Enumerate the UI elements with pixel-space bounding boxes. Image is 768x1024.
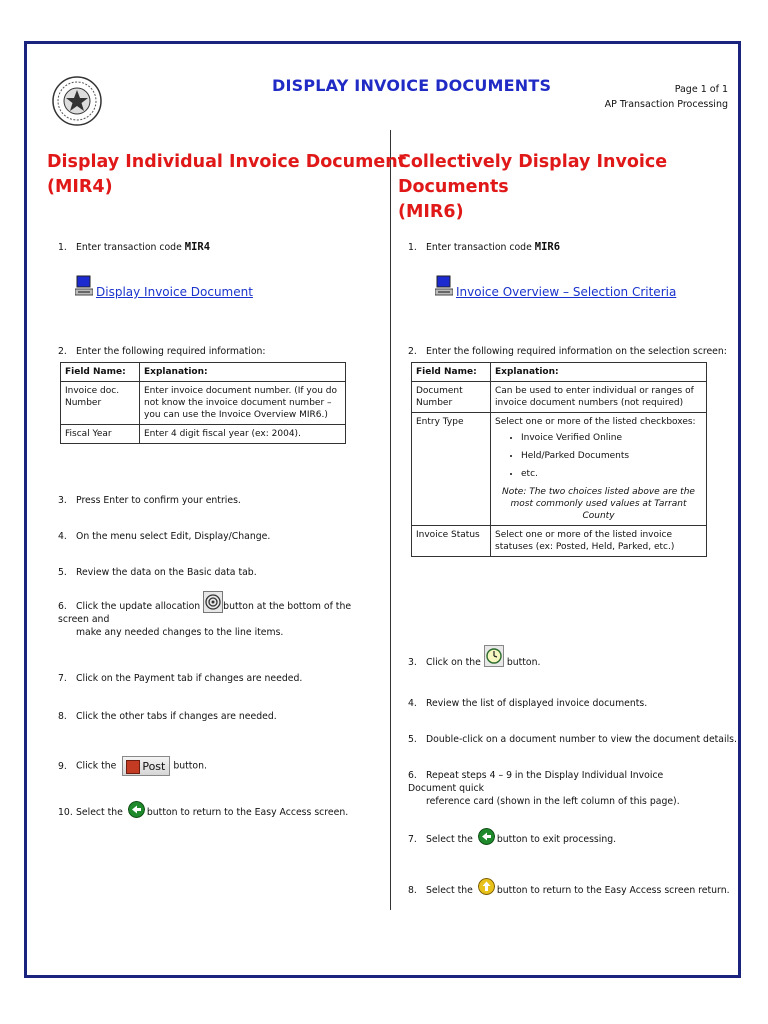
right-heading <box>398 150 768 225</box>
left-step-4-text: On the menu select Edit, Display/Change. <box>76 531 271 542</box>
back-arrow-icon <box>128 801 145 818</box>
left-step-10-text-b: button to return to the Easy Access screen. <box>146 807 349 818</box>
table-cell: Entry Type <box>412 413 491 526</box>
left-step-8: 8. Click the other tabs if changes are needed. <box>58 711 277 722</box>
table-cell: Can be used to enter individual or ranges of invoice document numbers (not required) <box>491 382 707 413</box>
right-step-1-text: Enter transaction code <box>426 242 535 253</box>
left-heading <box>47 150 406 200</box>
table-row <box>412 382 707 413</box>
table-cell: Document Number <box>412 382 491 413</box>
table-cell: Enter invoice document number. (If you do not know the invoice document number – you can use the Invoice Overview MIR6.) <box>140 382 346 425</box>
entry-type-note: Note: The two choices listed above are the most commonly used values at Tarrant County <box>502 487 695 521</box>
table-cell <box>491 413 707 526</box>
list-item: • etc. <box>521 468 702 480</box>
page-title: DISPLAY INVOICE DOCUMENTS <box>272 76 552 95</box>
right-step-1: 1. Enter transaction code MIR6 <box>408 241 561 253</box>
county-seal-icon <box>52 76 102 126</box>
right-step-8-text-b: button to return to the Easy Access screen return. <box>496 885 730 896</box>
list-item: • Held/Parked Documents <box>521 450 702 462</box>
left-step-4: 4. On the menu select Edit, Display/Change. <box>58 531 271 542</box>
computer-icon <box>75 275 93 297</box>
right-step-7: 7. Select the button to exit processing. <box>408 833 616 846</box>
back-arrow-icon <box>478 828 495 845</box>
right-step-6-text-b: reference card (shown in the left column of this page). <box>426 796 680 807</box>
post-button-label: Post <box>142 760 166 773</box>
right-step-6-text-a: Repeat steps 4 – 9 in the Display Individual Invoice Document quick <box>408 770 664 794</box>
right-step-1-code: MIR6 <box>534 241 561 253</box>
left-step-9: 9. Click the Post button. <box>58 756 207 776</box>
right-step-2: 2. Enter the following required information on the selection screen: <box>408 346 727 357</box>
left-heading-line1: Display Individual Invoice Document <box>47 152 407 172</box>
table-cell: Fiscal Year <box>61 425 140 444</box>
right-step-3-text-b: button. <box>506 657 541 668</box>
table-header: Explanation: <box>140 363 346 382</box>
right-step-5-text: Double-click on a document number to view the document details. <box>426 734 737 745</box>
display-invoice-document-link[interactable]: Display Invoice Document <box>96 285 253 299</box>
left-step-2: 2. Enter the following required information: <box>58 346 266 357</box>
right-step-2-text: Enter the following required information on the selection screen: <box>426 346 727 357</box>
table-cell: Invoice doc. Number <box>61 382 140 425</box>
entry-type-list <box>495 432 702 480</box>
right-step-4-text: Review the list of displayed invoice documents. <box>426 698 648 709</box>
table-cell: Select one or more of the listed invoice statuses (ex: Posted, Held, Parked, etc.) <box>491 526 707 557</box>
left-heading-line2: (MIR4) <box>47 177 113 197</box>
post-button <box>122 756 170 776</box>
computer-icon <box>435 275 453 297</box>
exit-icon <box>478 878 495 895</box>
left-step-10: 10. Select the button to return to the Easy Access screen. <box>58 806 348 819</box>
page-subtitle: AP Transaction Processing <box>604 99 728 110</box>
left-step-2-text: Enter the following required information: <box>76 346 266 357</box>
left-step-7-text: Click on the Payment tab if changes are needed. <box>76 673 303 684</box>
left-step-9-text-b: button. <box>173 760 207 772</box>
left-step-1: 1. Enter transaction code MIR4 <box>58 241 211 253</box>
table-cell: Enter 4 digit fiscal year (ex: 2004). <box>140 425 346 444</box>
list-item: • Invoice Verified Online <box>521 432 702 444</box>
left-step-5-text: Review the data on the Basic data tab. <box>76 567 257 578</box>
left-fields-table <box>60 362 346 444</box>
left-step-9-text-a: Click the <box>76 760 117 772</box>
entry-type-text: Select one or more of the listed checkboxes: <box>495 417 696 427</box>
right-step-5: 5. Double-click on a document number to view the document details. <box>408 734 737 745</box>
left-step-6-text-a: Click the update allocation <box>76 601 201 612</box>
left-step-3-text: Press Enter to confirm your entries. <box>76 495 241 506</box>
execute-clock-icon <box>484 645 504 667</box>
table-header: Field Name: <box>412 363 491 382</box>
right-heading-line2: (MIR6) <box>398 202 464 222</box>
left-step-1-code: MIR4 <box>184 241 211 253</box>
right-step-3: 3. Click on the button. <box>408 656 540 669</box>
table-row <box>61 425 346 444</box>
page-info <box>605 82 728 112</box>
column-divider <box>390 130 391 910</box>
table-row <box>412 363 707 382</box>
invoice-overview-selection-criteria-link[interactable]: Invoice Overview – Selection Criteria <box>456 285 677 299</box>
left-step-8-text: Click the other tabs if changes are needed. <box>76 711 277 722</box>
page-number: Page 1 of 1 <box>674 84 728 95</box>
left-step-6-text-b: button at the bottom of the screen and <box>58 601 352 625</box>
table-header: Field Name: <box>61 363 140 382</box>
right-step-3-text-a: Click on the <box>426 657 481 668</box>
left-step-6-text-c: make any needed changes to the line items. <box>76 627 284 638</box>
right-step-6: 6. Repeat steps 4 – 9 in the Display Individual Invoice Document quick reference card (shown in the left column of this page). <box>408 770 680 807</box>
right-step-8-text-a: Select the <box>426 885 473 896</box>
right-step-7-text-a: Select the <box>426 834 473 845</box>
save-disk-icon <box>126 760 140 774</box>
right-heading-line1: Collectively Display Invoice Documents <box>398 152 668 197</box>
left-step-6: 6. Click the update allocation button at the bottom of the screen and make any needed changes to the line items. <box>58 600 368 639</box>
right-step-4: 4. Review the list of displayed invoice documents. <box>408 698 648 709</box>
left-step-10-text-a: Select the <box>76 807 123 818</box>
table-cell: Invoice Status <box>412 526 491 557</box>
left-step-1-text: Enter transaction code <box>76 242 185 253</box>
table-row <box>61 363 346 382</box>
right-step-7-text-b: button to exit processing. <box>496 834 617 845</box>
table-row <box>412 413 707 526</box>
left-step-7: 7. Click on the Payment tab if changes are needed. <box>58 673 303 684</box>
left-step-3: 3. Press Enter to confirm your entries. <box>58 495 241 506</box>
update-allocation-icon <box>203 591 223 613</box>
left-step-5: 5. Review the data on the Basic data tab. <box>58 567 257 578</box>
table-row <box>61 382 346 425</box>
right-step-8: 8. Select the button to return to the Easy Access screen return. <box>408 884 730 897</box>
table-row <box>412 526 707 557</box>
right-fields-table <box>411 362 707 557</box>
table-header: Explanation: <box>491 363 707 382</box>
